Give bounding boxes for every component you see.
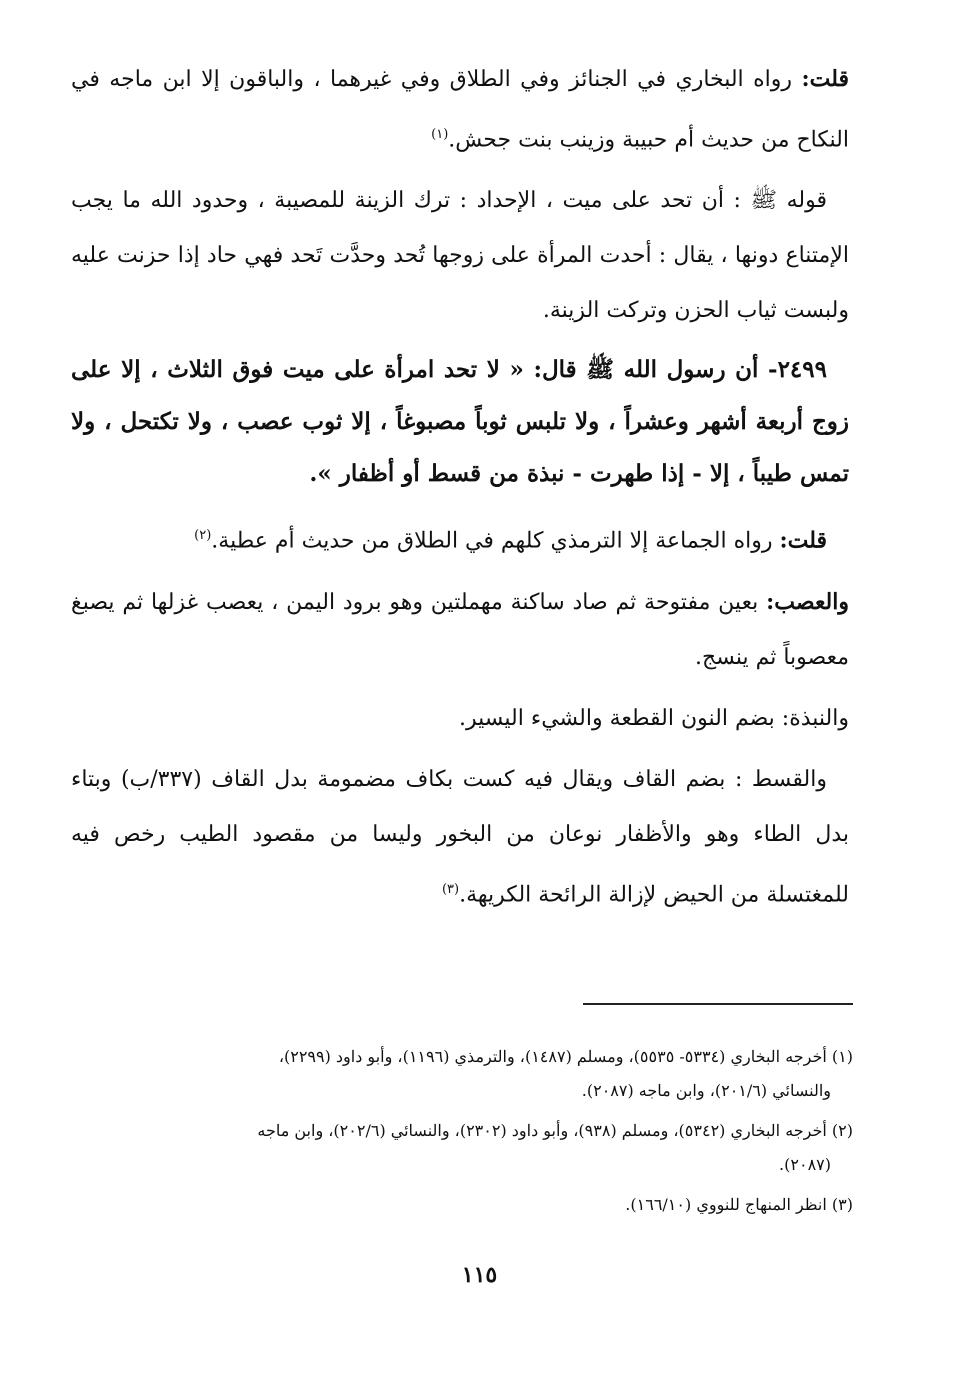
paragraph-1 [71,52,849,167]
footnote-2-line-1: (٢) أخرجه البخاري (٥٣٤٢)، ومسلم (٩٣٨)، وأبو داود (٢٣٠٢)، والنسائي (٢٠٢/٦)، وابن ماجه [257,1121,853,1140]
paragraph-6-text: والقسط : بضم القاف ويقال فيه كست بكاف مضمومة بدل القاف (٣٣٧/ب) وبتاء بدل الطاء وهو والأظفار نوعان من البخور وليسا من مقصود الطيب رخص فيه للمغتسلة من الحيض لإزالة الرائحة الكريهة. [71,766,849,907]
footnote-1-line-1: (١) أخرجه البخاري (٥٣٣٤- ٥٥٣٥)، ومسلم (١٤٨٧)، والترمذي (١١٩٦)، وأبو داود (٢٢٩٩)، [278,1047,853,1066]
paragraph-4-text: بعين مفتوحة ثم صاد ساكنة مهملتين وهو برود اليمن ، يعصب غزلها ثم يصبغ معصوباً ثم ينسج. [71,589,849,670]
paragraph-2: قوله ﷺ : أن تحد على ميت ، الإحداد : ترك الزينة للمصيبة ، وحدود الله ما يجب الإمتناع دونها ، يقال : أحدت المرأة على زوجها تُحد وحدَّت تَحد فهي حاد إذا حزنت عليه ولبست ثياب الحزن وتركت الزينة. [71,188,849,324]
footnote-3 [73,1188,853,1222]
qultu-label-1: قلت: [801,66,849,92]
qultu-label-2: قلت: [779,527,827,554]
paragraph-4 [71,575,849,685]
footnote-1 [73,1040,853,1108]
paragraph-3 [71,508,849,568]
footnote-ref-1[interactable]: (١) [431,127,449,142]
footnote-ref-3[interactable]: (٣) [441,881,460,897]
asb-label: والعصب: [766,588,849,615]
footnote-3-line-1: (٣) انظر المنهاج للنووي (١٦٦/١٠). [625,1195,853,1214]
paragraph-6 [71,752,849,922]
paragraph-1-text: رواه البخاري في الجنائز وفي الطلاق وفي غيرهما ، والباقون إلا ابن ماجه في النكاح من حديث أم حبيبة وزينب بنت جحش. [71,67,849,153]
footnote-2 [73,1114,853,1182]
footnote-ref-2[interactable]: (٢) [194,528,212,544]
footnote-1-line-2: والنسائي (٢٠١/٦)، وابن ماجه (٢٠٨٧). [581,1081,831,1100]
footnote-2-line-2: (٢٠٨٧). [779,1155,831,1174]
page-body [71,52,849,928]
footnote-separator [583,1003,853,1005]
page-number: ١١٥ [461,1262,498,1288]
hadith-2499: ٢٤٩٩- أن رسول الله ﷺ قال: « لا تحد امرأة على ميت فوق الثلاث ، إلا على زوج أربعة أشهر وعشراً ، ولا تلبس ثوباً مصبوغاً ، إلا ثوب عصب ، ولا تكتحل ، ولا تمس طيباً ، إلا - إذا طهرت - نبذة من قسط أو أظفار ». [71,356,849,488]
footnotes [73,1040,853,1228]
paragraph-5: والنبذة: بضم النون القطعة والشيء اليسير. [459,705,849,731]
paragraph-3-text: رواه الجماعة إلا الترمذي كلهم في الطلاق من حديث أم عطية. [211,528,780,554]
